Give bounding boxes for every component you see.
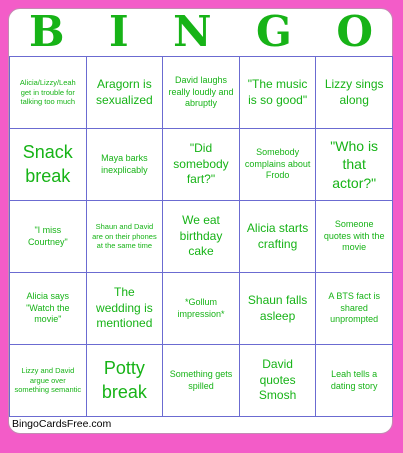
title-letter-o: O: [336, 7, 373, 56]
bingo-cell[interactable]: "Did somebody fart?": [163, 129, 240, 201]
bingo-cell[interactable]: Alicia/Lizzy/Leah get in trouble for talking too much: [10, 57, 87, 129]
bingo-cell[interactable]: Potty break: [87, 345, 164, 417]
bingo-cell[interactable]: We eat birthday cake: [163, 201, 240, 273]
bingo-cell[interactable]: Leah tells a dating story: [316, 345, 393, 417]
bingo-cell[interactable]: David laughs really loudly and abruptly: [163, 57, 240, 129]
title-letter-g: G: [256, 7, 292, 56]
bingo-cell[interactable]: *Gollum impression*: [163, 273, 240, 345]
bingo-cell[interactable]: Aragorn is sexualized: [87, 57, 164, 129]
bingo-cell[interactable]: Maya barks inexplicably: [87, 129, 164, 201]
bingo-cell[interactable]: Shaun falls asleep: [240, 273, 317, 345]
bingo-cell[interactable]: Something gets spilled: [163, 345, 240, 417]
bingo-cell[interactable]: Snack break: [10, 129, 87, 201]
bingo-grid: [9, 56, 393, 417]
bingo-cell[interactable]: Lizzy and David argue over something semantic: [10, 345, 87, 417]
title-letter-b: B: [29, 7, 65, 56]
bingo-cell[interactable]: The wedding is mentioned: [87, 273, 164, 345]
bingo-cell[interactable]: Alicia says "Watch the movie": [10, 273, 87, 345]
bingo-cell[interactable]: Alicia starts crafting: [240, 201, 317, 273]
bingo-cell[interactable]: "I miss Courtney": [10, 201, 87, 273]
title-letter-n: N: [173, 7, 212, 56]
bingo-cell[interactable]: "Who is that actor?": [316, 129, 393, 201]
bingo-cell[interactable]: A BTS fact is shared unprompted: [316, 273, 393, 345]
bingo-cell[interactable]: Shaun and David are on their phones at the same time: [87, 201, 164, 273]
title-letter-i: I: [108, 7, 129, 56]
site-credit: BingoCardsFree.com: [12, 418, 112, 430]
bingo-title: [9, 9, 393, 55]
bingo-cell[interactable]: Somebody complains about Frodo: [240, 129, 317, 201]
bingo-cell[interactable]: David quotes Smosh: [240, 345, 317, 417]
bingo-cell[interactable]: Someone quotes with the movie: [316, 201, 393, 273]
bingo-cell[interactable]: "The music is so good": [240, 57, 317, 129]
bingo-cell[interactable]: Lizzy sings along: [316, 57, 393, 129]
